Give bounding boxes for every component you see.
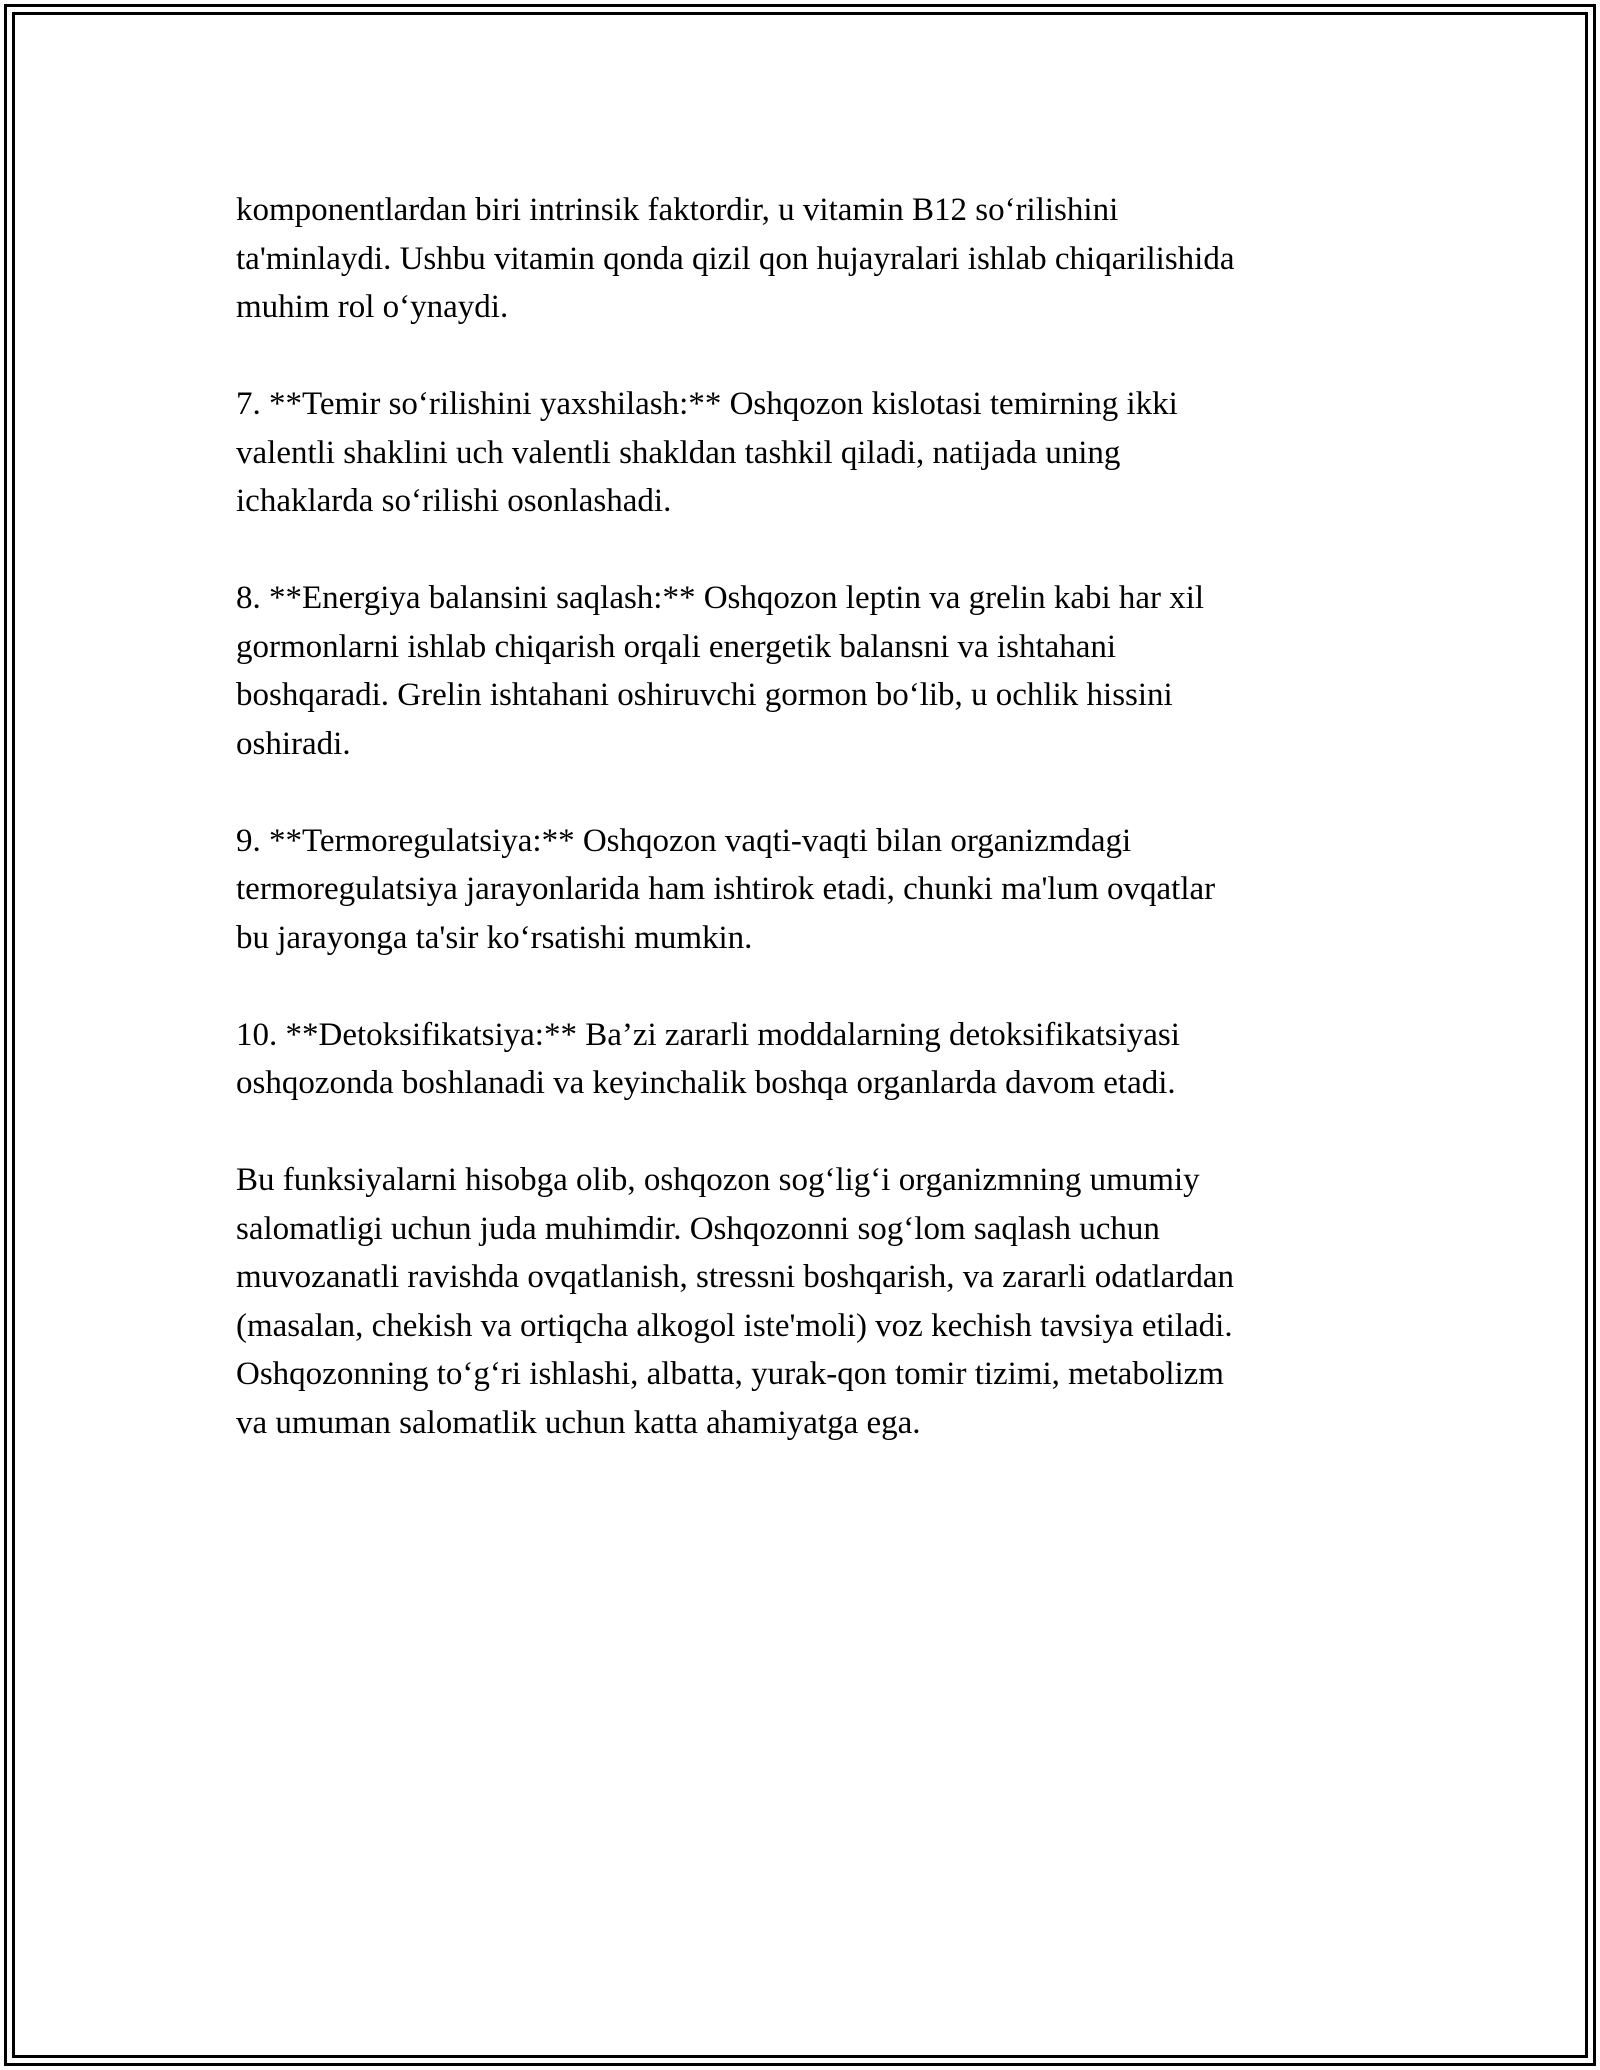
paragraph-item-10: [236, 1011, 1366, 1108]
paragraph-item-7: [236, 380, 1366, 526]
text-line: ichaklarda so‘rilishi osonlashadi.: [236, 483, 672, 519]
document-body: [236, 186, 1366, 1496]
text-line: komponentlardan biri intrinsik faktordir, u vitamin B12 so‘rilishini: [236, 192, 1119, 228]
text-line: valentli shaklini uch valentli shakldan tashkil qiladi, natijada uning: [236, 434, 1121, 471]
text-line: muvozanatli ravishda ovqatlanish, stressni boshqarish, va zararli odatlardan: [236, 1259, 1234, 1295]
text-line: 9. **Termoregulatsiya:** Oshqozon vaqti-vaqti bilan organizmdagi: [236, 822, 1132, 859]
paragraph-item-9: [236, 817, 1366, 963]
text-line: bu jarayonga ta'sir ko‘rsatishi mumkin.: [236, 919, 753, 956]
text-line: Bu funksiyalarni hisobga olib, oshqozon sog‘lig‘i organizmning umumiy: [236, 1162, 1200, 1198]
text-line: 10. **Detoksifikatsiya:** Ba’zi zararli moddalarning detoksifikatsiyasi: [236, 1016, 1180, 1053]
text-line: ta'minlaydi. Ushbu vitamin qonda qizil qon hujayralari ishlab chiqarilishida: [236, 240, 1235, 277]
text-line: oshiradi.: [236, 725, 351, 762]
text-line: 7. **Temir so‘rilishini yaxshilash:** Oshqozon kislotasi temirning ikki: [236, 386, 1178, 422]
text-line: termoregulatsiya jarayonlarida ham ishtirok etadi, chunki ma'lum ovqatlar: [236, 871, 1216, 907]
paragraph-intrinsic-factor: [236, 186, 1366, 332]
paragraph-conclusion: [236, 1156, 1366, 1447]
text-line: va umuman salomatlik uchun katta ahamiyatga ega.: [236, 1404, 921, 1441]
text-line: muhim rol o‘ynaydi.: [236, 289, 509, 325]
text-line: (masalan, chekish va ortiqcha alkogol iste'moli) voz kechish tavsiya etiladi.: [236, 1307, 1233, 1344]
paragraph-item-8: [236, 574, 1366, 768]
text-line: 8. **Energiya balansini saqlash:** Oshqozon leptin va grelin kabi har xil: [236, 580, 1205, 616]
text-line: boshqaradi. Grelin ishtahani oshiruvchi gormon bo‘lib, u ochlik hissini: [236, 677, 1173, 713]
text-line: oshqozonda boshlanadi va keyinchalik boshqa organlarda davom etadi.: [236, 1065, 1176, 1101]
text-line: salomatligi uchun juda muhimdir. Oshqozonni sog‘lom saqlash uchun: [236, 1210, 1160, 1247]
text-line: gormonlarni ishlab chiqarish orqali energetik balansni va ishtahani: [236, 628, 1117, 665]
text-line: Oshqozonning to‘g‘ri ishlashi, albatta, yurak-qon tomir tizimi, metabolizm: [236, 1356, 1224, 1392]
